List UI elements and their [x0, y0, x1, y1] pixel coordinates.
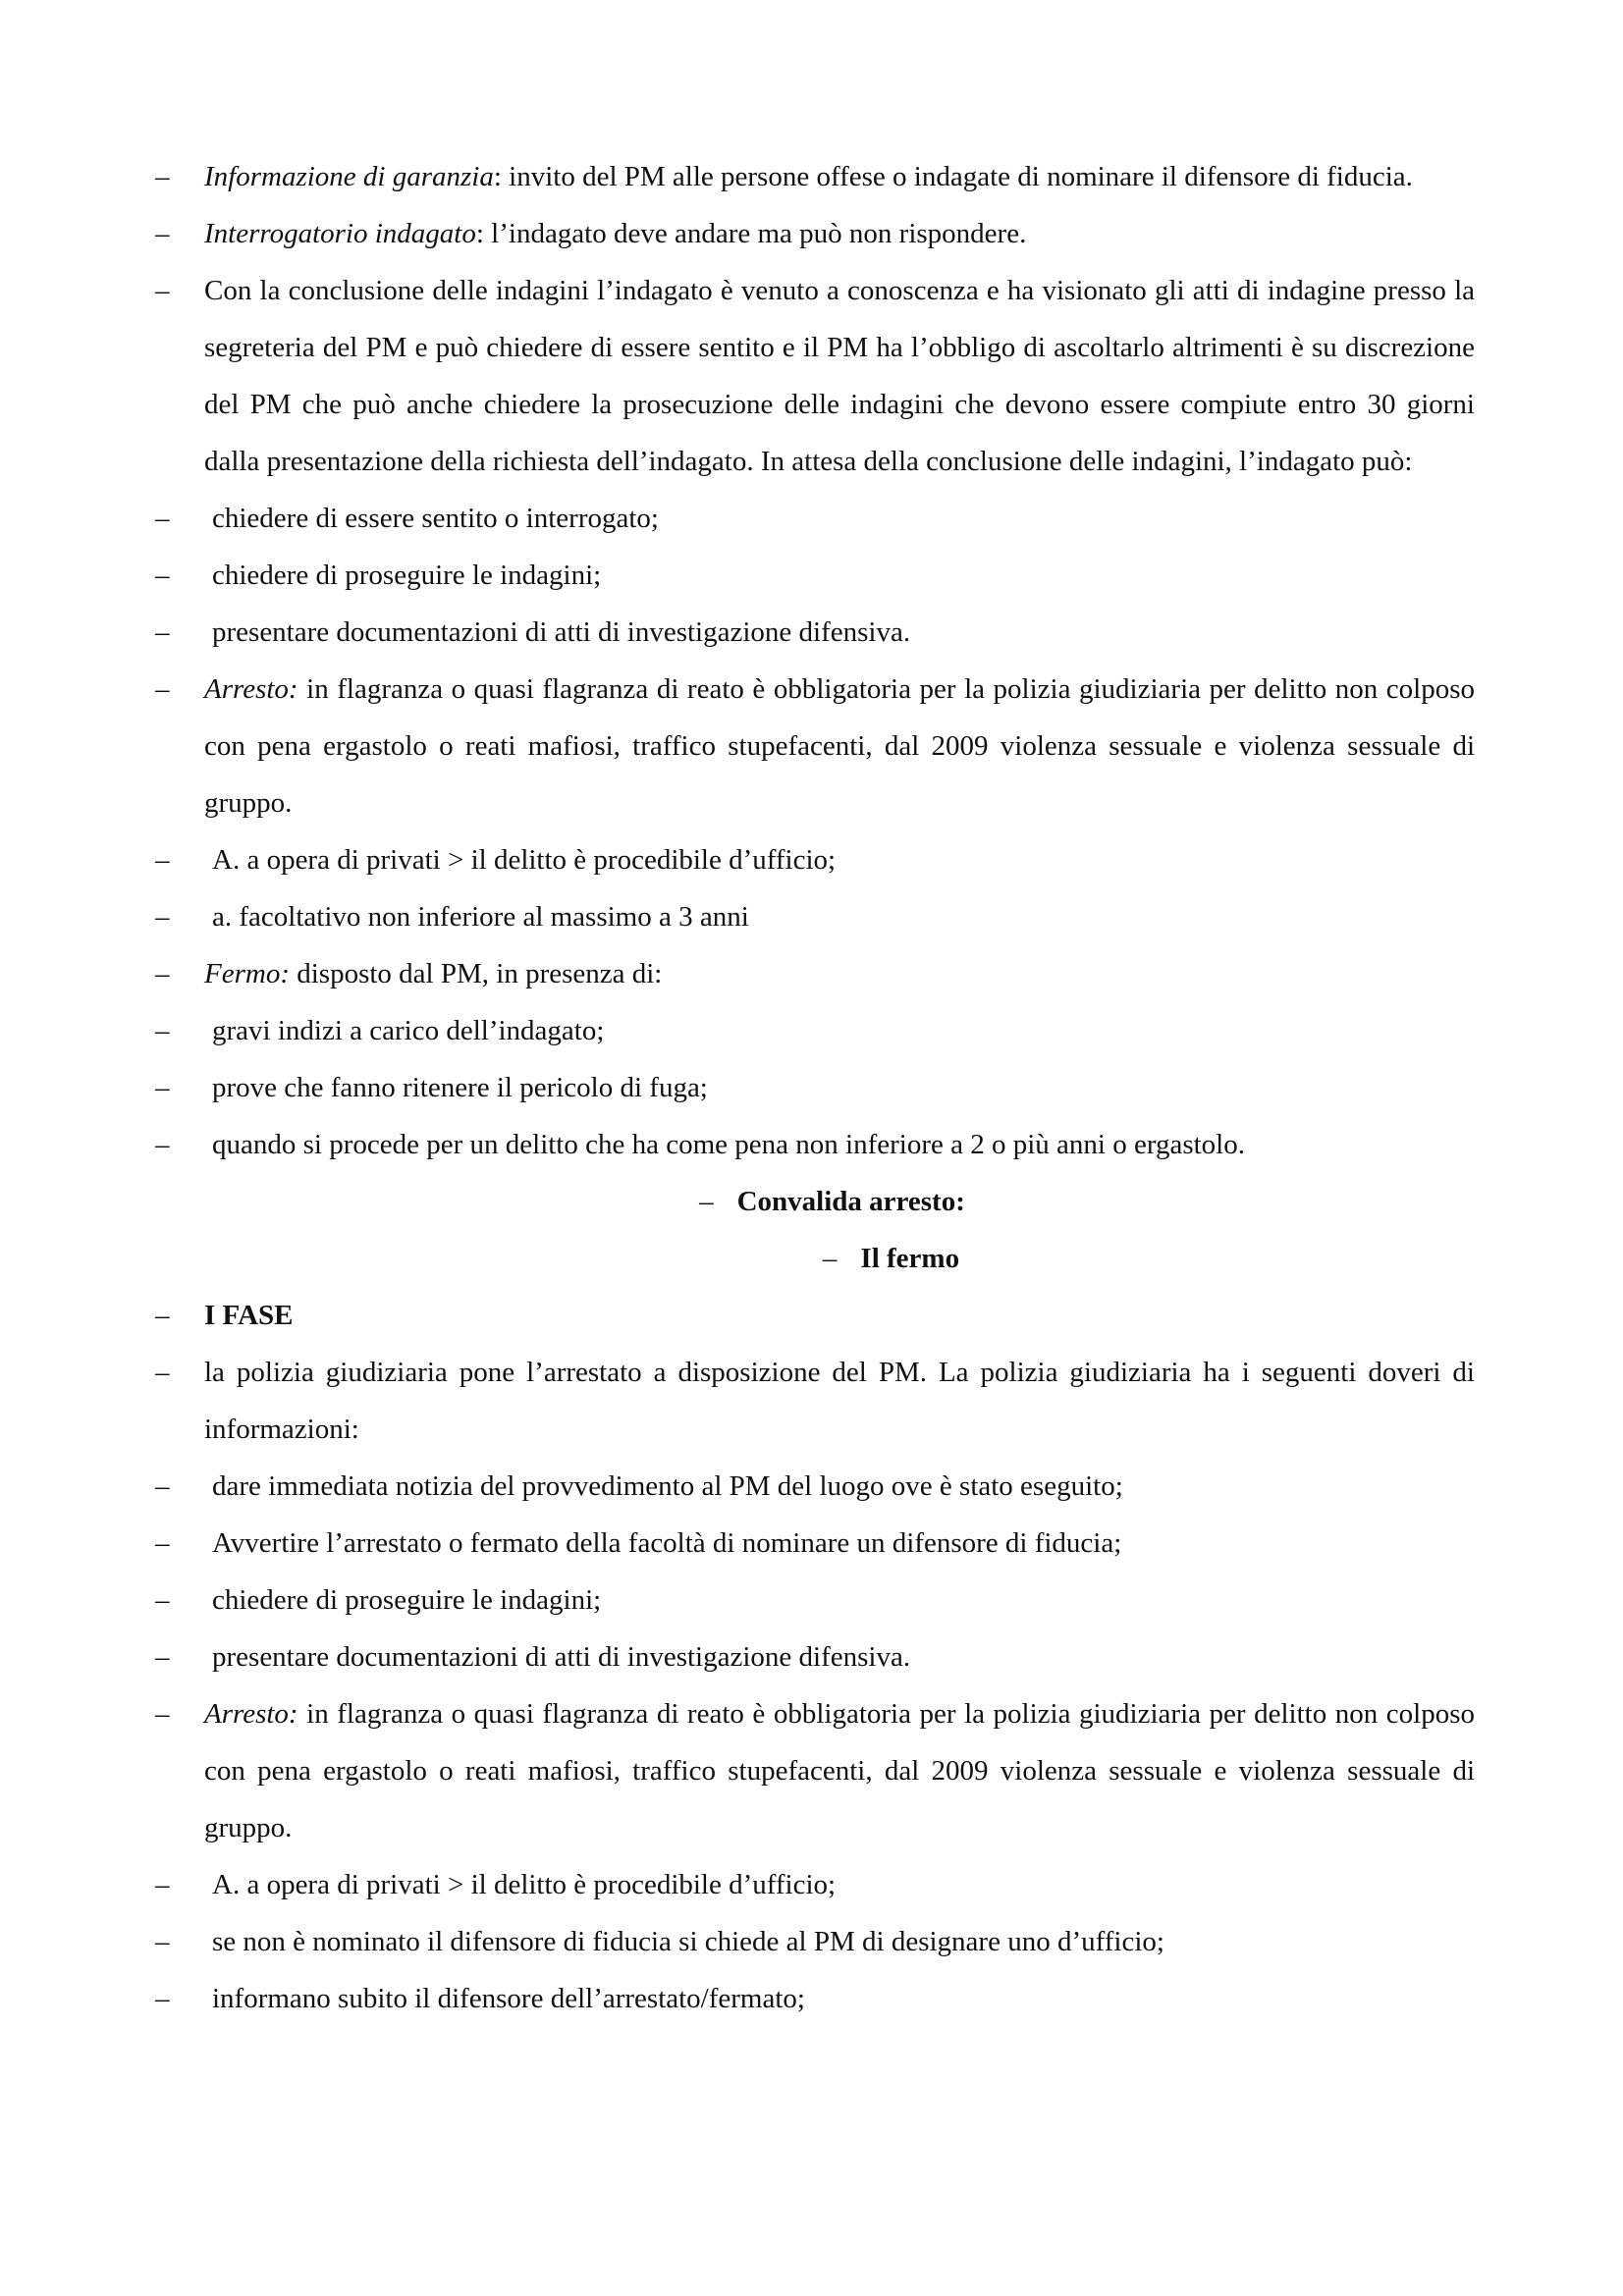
- section-heading: [0, 1173, 1623, 1230]
- item-text: A. a opera di privati > il delitto è procedibile d’ufficio;: [212, 1869, 837, 1900]
- item-text: Informazione di garanzia: invito del PM alle persone offese o indagate di nominare il difensore di fiducia.: [204, 161, 1413, 192]
- list-item: [0, 205, 1623, 262]
- list-item: [0, 831, 1623, 888]
- item-text: Fermo: disposto dal PM, in presenza di:: [204, 958, 663, 989]
- item-text: A. a opera di privati > il delitto è procedibile d’ufficio;: [212, 844, 837, 876]
- document-body: [0, 148, 1623, 2027]
- list-item: [0, 1856, 1623, 1913]
- item-text: chiedere di proseguire le indagini;: [212, 560, 602, 591]
- dash-bullet: –: [155, 503, 170, 534]
- dash-bullet: –: [155, 1300, 170, 1331]
- item-text: dare immediata notizia del provvedimento al PM del luogo ove è stato eseguito;: [212, 1470, 1123, 1502]
- list-item: [0, 945, 1623, 1002]
- list-item: [0, 1458, 1623, 1515]
- dash-bullet: –: [155, 1015, 170, 1046]
- list-item: [0, 1913, 1623, 1970]
- dash-bullet: –: [155, 616, 170, 648]
- dash-bullet: –: [155, 1357, 170, 1388]
- dash-bullet: –: [155, 1641, 170, 1673]
- item-text: prove che fanno ritenere il pericolo di fuga;: [212, 1072, 708, 1103]
- item-text: Arresto: in flagranza o quasi flagranza di reato è obbligatoria per la polizia giudiziaria per delitto non colposo con pena ergastolo o reati mafiosi, traffico stupefacenti, dal 2009 violenza sessuale e violenza sessuale di gruppo.: [204, 1698, 1475, 1843]
- term: Informazione di garanzia: [204, 161, 494, 192]
- section-heading: [0, 1230, 1623, 1287]
- heading-text: Il fermo: [860, 1243, 960, 1274]
- item-text: gravi indizi a carico dell’indagato;: [212, 1015, 605, 1046]
- item-text: chiedere di essere sentito o interrogato;: [212, 503, 659, 534]
- list-item: [0, 1515, 1623, 1572]
- list-item: [0, 1572, 1623, 1629]
- list-item: [0, 1002, 1623, 1059]
- list-item: [0, 888, 1623, 945]
- list-item: [0, 547, 1623, 604]
- dash-bullet: –: [155, 218, 170, 249]
- item-text: chiedere di proseguire le indagini;: [212, 1584, 602, 1616]
- list-item: [0, 604, 1623, 661]
- list-item: [0, 148, 1623, 205]
- dash-bullet: –: [155, 1584, 170, 1616]
- list-item: [0, 1116, 1623, 1173]
- list-item: [0, 1629, 1623, 1685]
- list-item: [0, 262, 1623, 490]
- list-item: [0, 661, 1623, 831]
- dash-bullet: –: [155, 560, 170, 591]
- phase-label: I FASE: [204, 1300, 294, 1331]
- term: Fermo:: [204, 958, 290, 989]
- heading-text: Convalida arresto:: [736, 1186, 965, 1217]
- dash-bullet: –: [155, 1698, 170, 1730]
- dash-bullet: –: [155, 844, 170, 876]
- item-text: Avvertire l’arrestato o fermato della facoltà di nominare un difensore di fiducia;: [212, 1527, 1122, 1559]
- dash-bullet: –: [155, 275, 170, 306]
- list-item: [0, 1344, 1623, 1458]
- item-text: Con la conclusione delle indagini l’indagato è venuto a conoscenza e ha visionato gli atti di indagine presso la segreteria del PM e può chiedere di essere sentito e il PM ha l’obbligo di ascoltarlo altrimenti è su discrezione del PM che può anche chiedere la prosecuzione delle indagini che devono essere compiute entro 30 giorni dalla presentazione della richiesta dell’indagato. In attesa della conclusione delle indagini, l’indagato può:: [204, 275, 1475, 477]
- list-item: [0, 1685, 1623, 1856]
- dash-bullet: –: [699, 1186, 714, 1217]
- dash-bullet: –: [155, 958, 170, 989]
- item-text: presentare documentazioni di atti di investigazione difensiva.: [212, 616, 911, 648]
- dash-bullet: –: [155, 1926, 170, 1957]
- term: Arresto:: [204, 673, 298, 705]
- dash-bullet: –: [155, 901, 170, 933]
- item-text: Arresto: in flagranza o quasi flagranza di reato è obbligatoria per la polizia giudiziaria per delitto non colposo con pena ergastolo o reati mafiosi, traffico stupefacenti, dal 2009 violenza sessuale e violenza sessuale di gruppo.: [204, 673, 1475, 819]
- list-item: [0, 490, 1623, 547]
- dash-bullet: –: [155, 161, 170, 192]
- list-item: [0, 1970, 1623, 2027]
- item-text: Interrogatorio indagato: l’indagato deve andare ma può non rispondere.: [204, 218, 1027, 249]
- item-text: la polizia giudiziaria pone l’arrestato a disposizione del PM. La polizia giudiziaria ha i seguenti doveri di informazioni:: [204, 1357, 1475, 1445]
- item-text: quando si procede per un delitto che ha come pena non inferiore a 2 o più anni o ergastolo.: [212, 1129, 1245, 1160]
- item-text: [204, 1287, 1475, 1344]
- list-item: [0, 1287, 1623, 1344]
- list-item: [0, 1059, 1623, 1116]
- dash-bullet: –: [155, 1470, 170, 1502]
- dash-bullet: –: [155, 1129, 170, 1160]
- dash-bullet: –: [822, 1243, 838, 1274]
- dash-bullet: –: [155, 673, 170, 705]
- term: Interrogatorio indagato: [204, 218, 476, 249]
- dash-bullet: –: [155, 1072, 170, 1103]
- item-text: a. facoltativo non inferiore al massimo a 3 anni: [212, 901, 749, 933]
- item-text: informano subito il difensore dell’arrestato/fermato;: [212, 1983, 805, 2014]
- dash-bullet: –: [155, 1983, 170, 2014]
- term: Arresto:: [204, 1698, 298, 1730]
- dash-bullet: –: [155, 1527, 170, 1559]
- item-text: se non è nominato il difensore di fiducia si chiede al PM di designare uno d’ufficio;: [212, 1926, 1164, 1957]
- dash-bullet: –: [155, 1869, 170, 1900]
- item-text: presentare documentazioni di atti di investigazione difensiva.: [212, 1641, 911, 1673]
